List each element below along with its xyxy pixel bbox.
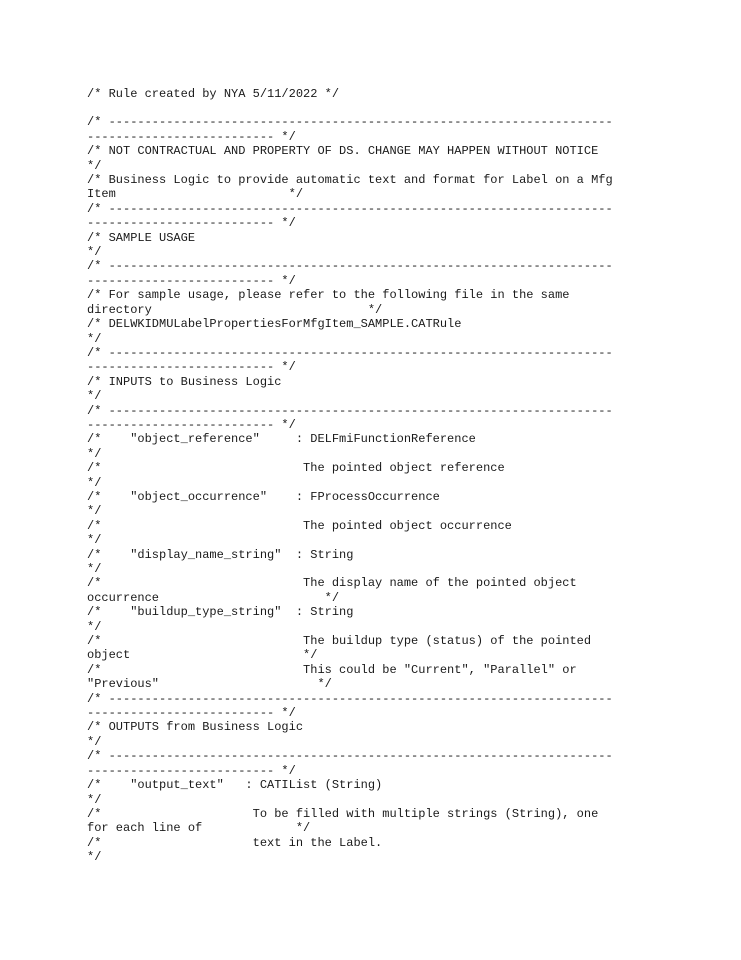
code-line: /* "buildup_type_string" : String	[87, 605, 354, 620]
code-line: object */	[87, 648, 318, 663]
code-line: */	[87, 504, 102, 519]
code-line: */	[87, 331, 102, 346]
code-line: */	[87, 850, 102, 865]
code-line: /* text in the Label.	[87, 835, 383, 850]
code-line: /* DELWKIDMULabelPropertiesForMfgItem_SAMPLE.CATRule	[87, 317, 462, 332]
code-line: */	[87, 734, 102, 749]
code-line: /* SAMPLE USAGE	[87, 230, 196, 245]
code-line: /* ----------------------------------------------------------------------	[87, 749, 613, 764]
code-line: /* The pointed object reference	[87, 461, 505, 476]
code-line: /* This could be "Current", "Parallel" or	[87, 662, 577, 677]
code-line: /* For sample usage, please refer to the following file in the same	[87, 288, 570, 303]
code-line: -------------------------- */	[87, 706, 296, 721]
code-line: /* OUTPUTS from Business Logic	[87, 720, 304, 735]
code-line: "Previous" */	[87, 677, 332, 692]
code-line: /* INPUTS to Business Logic	[87, 374, 282, 389]
document-page	[87, 87, 727, 865]
blank-line	[87, 101, 727, 115]
code-line: /* ----------------------------------------------------------------------	[87, 259, 613, 274]
code-line: /* The buildup type (status) of the pointed	[87, 634, 592, 649]
code-line: */	[87, 533, 102, 548]
header-comment: /* Rule created by NYA 5/11/2022 */	[87, 87, 340, 101]
code-line: -------------------------- */	[87, 763, 296, 778]
code-line: /* To be filled with multiple strings (String), one	[87, 806, 599, 821]
code-line: */	[87, 158, 102, 173]
code-line: */	[87, 619, 102, 634]
code-line: directory */	[87, 302, 383, 317]
code-line: */	[87, 245, 102, 260]
code-line: /* ----------------------------------------------------------------------	[87, 115, 613, 130]
code-body	[87, 115, 727, 864]
code-line: Item */	[87, 187, 304, 202]
code-line: -------------------------- */	[87, 129, 296, 144]
code-line: -------------------------- */	[87, 360, 296, 375]
code-line: */	[87, 792, 102, 807]
code-line: */	[87, 475, 102, 490]
code-line: /* NOT CONTRACTUAL AND PROPERTY OF DS. CHANGE MAY HAPPEN WITHOUT NOTICE	[87, 144, 599, 159]
code-line: /* The display name of the pointed object	[87, 576, 577, 591]
code-line: -------------------------- */	[87, 417, 296, 432]
code-line: */	[87, 389, 102, 404]
code-line: /* ----------------------------------------------------------------------	[87, 403, 613, 418]
code-line: /* Business Logic to provide automatic text and format for Label on a Mfg	[87, 173, 613, 188]
code-line: */	[87, 446, 102, 461]
code-line: -------------------------- */	[87, 273, 296, 288]
code-line: /* The pointed object occurrence	[87, 518, 512, 533]
code-line: /* ----------------------------------------------------------------------	[87, 345, 613, 360]
code-line: /* ----------------------------------------------------------------------	[87, 201, 613, 216]
code-line: */	[87, 562, 102, 576]
code-line: -------------------------- */	[87, 216, 296, 231]
code-line: /* "display_name_string" : String	[87, 547, 354, 562]
code-line: /* "object_reference" : DELFmiFunctionReference	[87, 432, 476, 447]
code-line: /* ----------------------------------------------------------------------	[87, 691, 613, 706]
code-line: for each line of */	[87, 821, 311, 836]
code-line: /* "output_text" : CATIList (String)	[87, 778, 383, 793]
code-line: occurrence */	[87, 590, 340, 605]
code-line: /* "object_occurrence" : FProcessOccurrence	[87, 489, 440, 504]
